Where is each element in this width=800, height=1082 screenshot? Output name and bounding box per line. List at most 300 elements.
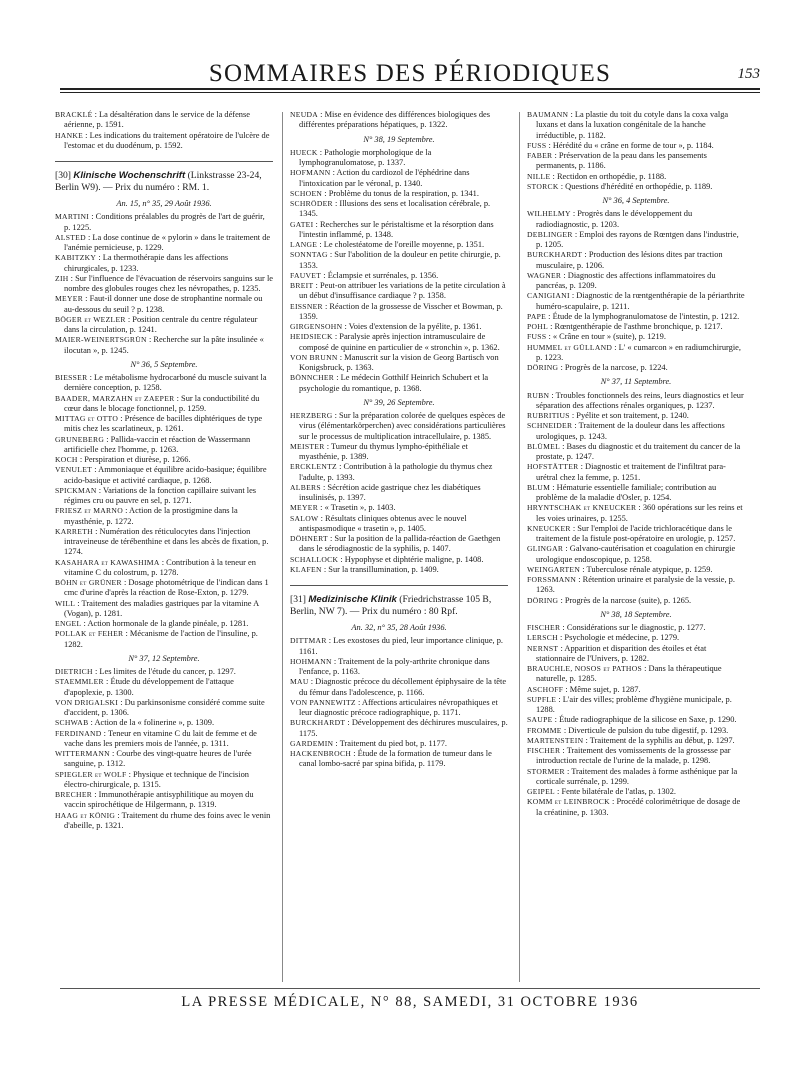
author-name: BRECHER	[55, 790, 93, 799]
reference-entry	[527, 182, 745, 192]
reference-text: : La dose continue de « pylorin » dans le traitement de l'anémie pernicieuse, p. 1229.	[64, 232, 271, 252]
reference-text: : Réaction de la grossesse de Visscher et Bowman, p. 1359.	[299, 301, 503, 321]
reference-entry	[290, 271, 508, 281]
reference-text: : Contribution à la pathologie du thymus chez l'adulte, p. 1393.	[299, 462, 493, 482]
reference-text: : Position centrale du centre régulateur dans la circulation, p. 1241.	[64, 314, 258, 334]
reference-text: : Action de la « folinerine », p. 1309.	[88, 718, 215, 728]
author-name: SALOW	[290, 513, 319, 523]
reference-text: : Hypophyse et diphtérie maligne, p. 1408.	[338, 554, 484, 564]
author-name: MITTAG et OTTO	[55, 414, 119, 423]
author-name: BIESSER	[55, 373, 88, 382]
reference-entry	[527, 209, 745, 230]
reference-entry	[290, 220, 508, 241]
author-name: BÖGER et WEZLER	[55, 314, 126, 324]
issue-heading: N° 37, 11 Septembre.	[600, 377, 672, 387]
reference-entry	[527, 271, 745, 292]
author-name: MARTENSTEIN	[527, 735, 584, 745]
author-name: GATEI	[290, 219, 314, 229]
reference-entry	[55, 455, 273, 465]
issue-heading: N° 36, 5 Septembre.	[130, 359, 198, 369]
reference-entry	[527, 695, 745, 716]
author-name: FAUVET	[290, 270, 322, 280]
reference-text: : Traitement de la syphilis au début, p. 1297.	[583, 735, 735, 745]
author-name: POLLAK et FEHER	[55, 629, 124, 639]
reference-entry	[290, 503, 508, 513]
author-name: HEIDSIECK	[290, 332, 333, 342]
reference-entry	[527, 110, 745, 141]
author-name: HERZBERG	[290, 411, 333, 420]
reference-entry	[527, 332, 745, 342]
reference-entry	[527, 596, 745, 606]
reference-entry	[527, 230, 745, 251]
column-2	[290, 110, 508, 770]
reference-entry	[55, 619, 273, 629]
reference-text: : Perspiration et diurèse, p. 1266.	[77, 455, 191, 464]
author-name: GRUNEBERG	[55, 434, 105, 444]
reference-entry	[55, 486, 273, 507]
author-name: GIRGENSOHN	[290, 322, 343, 331]
reference-entry	[290, 534, 508, 555]
reference-text: : « Crâne en tour » (suite), p. 1219.	[546, 332, 666, 342]
author-name: HANKE	[55, 130, 84, 140]
reference-text: : Traitement des vomissements de la grossesse par introduction rectale de l'urine de la malade, p. 1298.	[536, 746, 731, 766]
reference-entry	[527, 767, 745, 788]
author-name: HACKENBROCH	[290, 749, 352, 758]
issue-heading: N° 37, 12 Septembre.	[128, 653, 200, 663]
reference-text: : Le médecin Gotthilf Heinrich Schubert et la psychologie du romantique, p. 1368.	[299, 373, 489, 393]
reference-entry	[290, 250, 508, 271]
reference-text: : Diverticule de pulsion du tube digestif, p. 1293.	[561, 725, 729, 735]
journal-heading: [30] Klinische Wochenschrift (Linkstrasse 23-24, Berlin W9). — Prix du numéro : RM. 1.	[55, 161, 273, 193]
reference-entry	[527, 644, 745, 665]
reference-text: : L' « cumarcon » en radiumchirurgie, p. 1223.	[536, 342, 741, 362]
author-name: BRAUCHLE, NOSOS et PATHOS	[527, 664, 643, 673]
author-name: STORMER	[527, 766, 565, 776]
author-name: NEUDA	[290, 110, 319, 119]
author-name: SPICKMAN	[55, 485, 97, 495]
reference-entry	[55, 506, 273, 527]
author-name: HRYNTSCHAK et KNEUCKER	[527, 503, 637, 513]
reference-text: : Fente bilatérale de l'atlas, p. 1302.	[554, 787, 677, 796]
reference-text: : Développement des déchirures musculaires, p. 1175.	[299, 718, 508, 738]
reference-text: : Action de la prostigmine dans la myasthénie, p. 1272.	[64, 506, 238, 526]
reference-text: : Sur l'abolition de la douleur en petite chirurgie, p. 1353.	[299, 250, 501, 270]
reference-entry	[55, 770, 273, 791]
reference-entry	[55, 335, 273, 356]
author-name: DÖRING	[527, 595, 559, 605]
reference-entry	[290, 302, 508, 323]
author-name: KOMM et LEINBROCK	[527, 797, 610, 807]
reference-entry	[290, 749, 508, 770]
reference-text: : Sur l'influence de l'évacuation de réservoirs sanguins sur le nombre des globules rouges chez les névropathes, p. 1235.	[64, 273, 273, 293]
reference-entry	[527, 411, 745, 421]
reference-entry	[527, 312, 745, 322]
reference-text: : La désaltération dans le service de la défense aérienne, p. 1591.	[64, 110, 250, 130]
author-name: BLUM	[527, 482, 551, 492]
journal-heading: [31] Medizinische Klinik (Friedrichstrasse 105 B, Berlin, NW 7). — Prix du numéro : 80 Rpf.	[290, 585, 508, 617]
reference-text: : Étude de la formation de tumeur dans le canal lombo-sacré par spina bifida, p. 1179.	[299, 749, 492, 769]
author-name: FISCHER	[527, 746, 561, 755]
author-name: ASCHOFF	[527, 684, 564, 694]
reference-entry	[527, 343, 745, 364]
page-footer	[60, 994, 760, 1014]
reference-text: : Dosage photométrique de l'indican dans 1 cmc d'urine d'après la réaction de Rose-Exton, p. 1279.	[64, 578, 269, 598]
reference-text: : Sur la position de la pallida-réaction de Gaethgen dans le sérodiagnostic de la syphilis, p. 1407.	[299, 534, 501, 554]
reference-text: : Bases du diagnostic et du traitement du cancer de la prostate, p. 1247.	[536, 441, 741, 461]
reference-text: : Traitement de la poly-arthrite chronique dans l'enfance, p. 1163.	[299, 656, 490, 676]
journal-name: Medizinische Klinik	[308, 594, 397, 605]
page-title: SOMMAIRES DES PÉRIODIQUES	[208, 60, 612, 87]
footer-text: LA PRESSE MÉDICALE, N° 88, SAMEDI, 31 OCTOBRE 1936	[181, 994, 639, 1010]
reference-text: : Considérations sur le diagnostic, p. 1277.	[560, 623, 706, 632]
author-name: ENGEL	[55, 619, 82, 628]
reference-text: : Étude de la lymphogranulomatose de l'intestin, p. 1212.	[546, 311, 740, 321]
author-name: BRACKLÉ	[55, 110, 93, 119]
author-name: LERSCH	[527, 633, 558, 643]
issue-heading: N° 36, 4 Septembre.	[602, 196, 670, 205]
reference-entry	[527, 736, 745, 746]
author-name: NILLE	[527, 171, 551, 181]
reference-text: : Rectidon en orthopédie, p. 1188.	[550, 171, 667, 181]
reference-text: : Sécrétion acide gastrique chez les diabétiques insulinisés, p. 1397.	[299, 482, 481, 502]
author-name: BAADER, MARZAHN et ZAEPER	[55, 393, 175, 403]
author-name: FORSSMANN	[527, 575, 577, 584]
author-name: MAU	[290, 677, 309, 687]
reference-text: : Même sujet, p. 1287.	[563, 684, 641, 694]
author-name: HAAG et KÖNIG	[55, 810, 116, 820]
author-name: SCHOEN	[290, 188, 323, 198]
author-name: KASAHARA et KAWASHIMA	[55, 557, 160, 567]
author-name: HOFSTÄTTER	[527, 462, 579, 472]
reference-text: : Hématurie essentielle familiale; contribution au problème de la maladie d'Osler, p. 1254.	[536, 482, 717, 502]
reference-text: : Psychologie et médecine, p. 1279.	[557, 633, 680, 643]
reference-text: : Voies d'extension de la pyélite, p. 1361.	[342, 322, 482, 331]
reference-entry	[55, 373, 273, 394]
reference-text: : Progrès de la narcose (suite), p. 1265.	[558, 595, 692, 605]
author-name: MAIER-WEINERTSGRÜN	[55, 335, 147, 345]
reference-text: : Diagnostic précoce du décollement épiphysaire de la tête du fémur dans l'adolescence, p. 1166.	[299, 677, 507, 697]
reference-entry	[290, 353, 508, 374]
reference-text: : Étude radiographique de la silicose en Saxe, p. 1290.	[552, 715, 737, 725]
reference-entry	[527, 746, 745, 767]
reference-text: : Recherches sur le péristaltisme et la résorption dans l'intestin inflammé, p. 1348.	[299, 219, 494, 239]
reference-entry	[55, 315, 273, 336]
author-name: FUSS	[527, 140, 547, 150]
author-name: HUECK	[290, 147, 318, 157]
reference-entry	[290, 555, 508, 565]
reference-text: : Affections articulaires névropathiques et leur diagnostic précoce radiographique, p. 1171.	[299, 697, 498, 717]
reference-entry	[527, 151, 745, 172]
reference-entry	[290, 110, 508, 131]
reference-text: : Illusions des sens et localisation cérébrale, p. 1345.	[299, 199, 491, 219]
author-name: VON BRUNN	[290, 352, 338, 362]
author-name: BURCKHARDT	[290, 718, 346, 728]
reference-text: : La plastie du toit du cotyle dans la coxa valga luxans et dans la luxation congénitale de la hanche irréductible, p. 1182.	[536, 110, 729, 140]
header-rule-thin	[60, 92, 760, 93]
author-name: HUMMEL et GÜLLAND	[527, 342, 613, 352]
column-divider	[519, 112, 520, 982]
reference-entry	[290, 677, 508, 698]
author-name: DIETRICH	[55, 667, 93, 676]
reference-entry	[290, 199, 508, 220]
reference-text: : Production des lésions dites par traction musculaire, p. 1206.	[536, 250, 723, 270]
author-name: ALSTED	[55, 232, 86, 242]
reference-text: : Sur l'emploi de l'acide trichloracétique dans le traitement de la fistule post-opératoire en urologie, p. 1257.	[536, 523, 736, 543]
reference-text: : Variations de la fonction capillaire suivant les régimes cru ou pauvre en sel, p. 1271.	[64, 485, 257, 505]
reference-entry	[55, 274, 273, 295]
author-name: GLINGAR	[527, 544, 564, 554]
reference-entry	[527, 726, 745, 736]
author-name: SAUPE	[527, 715, 553, 725]
reference-entry	[527, 442, 745, 463]
reference-entry	[55, 811, 273, 832]
reference-text: : « Trasetin », p. 1403.	[318, 503, 396, 513]
reference-entry	[527, 421, 745, 442]
issue-heading: An. 15, n° 35, 29 Août 1936.	[116, 199, 212, 208]
author-name: KOCH	[55, 455, 78, 464]
column-1	[55, 110, 273, 831]
footer-rule	[60, 988, 760, 989]
reference-text: : Pallida-vaccin et réaction de Wassermann artificielle chez l'homme, p. 1263.	[64, 434, 251, 454]
reference-entry	[290, 462, 508, 483]
reference-entry	[527, 503, 745, 524]
reference-text: : Traitement du pied bot, p. 1177.	[333, 738, 448, 748]
author-name: GEIPEL	[527, 787, 555, 796]
reference-entry	[290, 483, 508, 504]
author-name: FUSS	[527, 332, 547, 342]
reference-text: : Le cholestéatome de l'oreille moyenne, p. 1351.	[317, 240, 485, 249]
reference-text: : Progrès de la narcose, p. 1224.	[558, 363, 668, 372]
reference-entry	[55, 131, 273, 152]
reference-text: : Éclampsie et surrénales, p. 1356.	[321, 270, 439, 280]
reference-entry	[55, 414, 273, 435]
reference-entry	[290, 240, 508, 250]
author-name: BÖHN et GRÜNER	[55, 578, 122, 587]
author-name: WITTERMANN	[55, 749, 110, 758]
column-divider	[282, 112, 283, 982]
reference-text: : Tuberculose rénale atypique, p. 1259.	[580, 564, 713, 574]
author-name: ZIH	[55, 273, 69, 283]
reference-entry	[527, 391, 745, 412]
reference-text: : Paralysie après injection intramusculaire de composé de quinine en particulier de « stronchin », p. 1362.	[299, 332, 500, 352]
reference-entry	[290, 322, 508, 332]
reference-text: : Du parkinsonisme considéré comme suite d'accident, p. 1306.	[64, 697, 265, 717]
reference-entry	[55, 698, 273, 719]
reference-text: : Sur la transillumination, p. 1409.	[321, 564, 439, 574]
reference-text: : Préservation de la peau dans les pansements permanents, p. 1186.	[536, 151, 707, 171]
reference-entry	[290, 148, 508, 169]
reference-text: : Sur la conductibilité du cœur dans le blocage fonctionnel, p. 1259.	[64, 393, 260, 413]
reference-entry	[55, 578, 273, 599]
reference-entry	[527, 565, 745, 575]
author-name: FERDINAND	[55, 728, 102, 738]
reference-entry	[290, 739, 508, 749]
author-name: VENULET	[55, 465, 93, 475]
reference-text: : Traitement de la douleur dans les affections urologiques, p. 1243.	[536, 421, 725, 441]
reference-entry	[527, 575, 745, 596]
issue-heading: N° 38, 18 Septembre.	[600, 609, 672, 619]
reference-text: : Teneur en vitamine C du lait de femme et de vache dans les premiers mois de l'année, p. 1311.	[64, 728, 257, 748]
reference-entry	[55, 212, 273, 233]
reference-entry	[55, 233, 273, 254]
reference-text: : Le métabolisme hydrocarboné du muscle suivant la dernière conception, p. 1258.	[64, 373, 267, 393]
reference-entry	[527, 322, 745, 332]
author-name: LANGE	[290, 240, 318, 249]
reference-entry	[55, 253, 273, 274]
reference-text: : 360 opérations sur les reins et les voies urinaires, p. 1255.	[536, 503, 743, 523]
author-name: VON PANNEWITZ	[290, 697, 356, 707]
author-name: DEBLINGER	[527, 229, 573, 239]
author-name: DITTMAR	[290, 636, 327, 646]
reference-text: : Diagnostic de la rœntgenthérapie de la périarthrite huméro-scapulaire, p. 1211.	[536, 291, 745, 311]
author-name: BREIT	[290, 281, 314, 290]
reference-text: : Conditions préalables du progrès de l'art de guérir, p. 1225.	[64, 212, 265, 232]
reference-entry	[527, 524, 745, 545]
reference-text: : Faut-il donner une dose de strophantine normale ou au-dessous du seuil ? p. 1238.	[64, 294, 263, 314]
reference-entry	[55, 790, 273, 811]
author-name: POHL	[527, 322, 549, 331]
reference-text: : Recherche sur la pâte insulinée « ilocutan », p. 1245.	[64, 335, 264, 355]
reference-entry	[55, 394, 273, 415]
reference-entry	[55, 629, 273, 650]
reference-text: : Traitement du rhume des foins avec le venin d'abeille, p. 1321.	[64, 810, 271, 830]
author-name: FROMME	[527, 725, 562, 735]
author-name: SCHALLOCK	[290, 554, 339, 564]
reference-entry	[527, 623, 745, 633]
reference-text: : Pyélite et son traitement, p. 1240.	[569, 411, 689, 420]
author-name: BLÜMEL	[527, 441, 561, 451]
page-number: 153	[737, 66, 760, 82]
reference-entry	[55, 435, 273, 456]
author-name: WEINGARTEN	[527, 564, 581, 574]
author-name: NERNST	[527, 643, 559, 653]
reference-entry	[527, 715, 745, 725]
reference-text: : Physique et technique de l'incision électro-chirurgicale, p. 1315.	[64, 769, 249, 789]
reference-entry	[290, 514, 508, 535]
reference-text: : Mécanisme de l'action de l'insuline, p. 1282.	[64, 629, 258, 649]
reference-text: : Pathologie morphologique de la lymphogranulomatose, p. 1337.	[299, 147, 432, 167]
author-name: KARRETH	[55, 526, 93, 536]
reference-text: : Galvano-cautérisation et coagulation en chirurgie urologique endoscopique, p. 1258.	[536, 544, 736, 564]
reference-entry	[55, 465, 273, 486]
reference-entry	[55, 294, 273, 315]
reference-entry	[290, 332, 508, 353]
reference-text: : Troubles fonctionnels des reins, leurs diagnostics et leur séparation des affections rénales organiques, p. 1237.	[536, 390, 744, 410]
reference-text: : Rétention urinaire et paralysie de la vessie, p. 1263.	[536, 575, 735, 595]
reference-entry	[290, 168, 508, 189]
author-name: BÖNNCHER	[290, 373, 335, 383]
author-name: FRIESZ et MARNO	[55, 506, 123, 516]
author-name: MEYER	[290, 503, 319, 513]
reference-entry	[55, 558, 273, 579]
reference-entry	[527, 483, 745, 504]
reference-entry	[55, 749, 273, 770]
reference-entry	[55, 667, 273, 677]
author-name: MARTINI	[55, 212, 90, 222]
reference-entry	[527, 685, 745, 695]
column-3	[527, 110, 745, 818]
author-name: WILL	[55, 598, 76, 608]
author-name: CANIGIANI	[527, 291, 570, 301]
reference-entry	[527, 462, 745, 483]
reference-text: : Problème du tonus de la respiration, p. 1341.	[322, 188, 479, 198]
author-name: SCHNEIDER	[527, 421, 573, 431]
author-name: BURCKHARDT	[527, 250, 583, 260]
journal-name: Klinische Wochenschrift	[73, 170, 186, 181]
author-name: KLAFEN	[290, 564, 322, 574]
reference-text: : Apparition et disparition des étoiles et état stationnaire de l'Univers, p. 1282.	[536, 643, 707, 663]
author-name: MEISTER	[290, 441, 325, 451]
reference-text: : La thermothérapie dans les affections chirurgicales, p. 1233.	[64, 253, 229, 273]
issue-heading: N° 38, 19 Septembre.	[363, 134, 435, 144]
reference-entry	[290, 411, 508, 442]
reference-text: : Numération des réticulocytes dans l'injection intraveineuse de térébenthine et dans les abcès de fixation, p. 1274.	[64, 526, 269, 557]
reference-text: : Présence de bacilles diphtériques de type mitis chez les scarlatineux, p. 1261.	[64, 414, 263, 434]
reference-entry	[290, 281, 508, 302]
reference-text: : Manuscrit sur la vision de Georg Bartisch von Konigsbruck, p. 1363.	[299, 352, 499, 372]
author-name: PAPE	[527, 311, 547, 321]
page-header	[60, 58, 760, 102]
reference-entry	[527, 141, 745, 151]
reference-text: : Progrès dans le développement du radiodiagnostic, p. 1203.	[536, 209, 693, 229]
reference-text: : Courbe des vingt-quatre heures de l'urée sanguine, p. 1312.	[64, 749, 252, 769]
reference-entry	[527, 250, 745, 271]
reference-text: : Résultats cliniques obtenus avec le nouvel antispasmodique « trasetin », p. 1405.	[299, 513, 467, 533]
reference-text: : L'air des villes; problème d'hygiène municipale, p. 1288.	[536, 694, 732, 714]
issue-heading: N° 39, 26 Septembre.	[363, 397, 435, 407]
reference-entry	[527, 633, 745, 643]
header-rule	[60, 88, 760, 90]
author-name: ERCKLENTZ	[290, 462, 337, 472]
reference-text: : Diagnostic des affections inflammatoires du pancréas, p. 1209.	[536, 270, 716, 290]
reference-entry	[55, 677, 273, 698]
author-name: KABITZKY	[55, 253, 97, 263]
author-name: EISSNER	[290, 301, 323, 311]
reference-entry	[527, 291, 745, 312]
author-name: WILHELMY	[527, 209, 571, 219]
reference-text: : Les indications du traitement opératoire de l'ulcère de l'estomac et du duodénum, p. 1592.	[64, 130, 270, 150]
author-name: SONNTAG	[290, 250, 328, 260]
reference-text: : Contribution à la teneur en vitamine C du colostrum, p. 1278.	[64, 557, 256, 577]
issue-heading: An. 32, n° 35, 28 Août 1936.	[351, 623, 447, 632]
reference-text: : Hérédité du « crâne en forme de tour », p. 1184.	[546, 140, 714, 150]
reference-entry	[527, 664, 745, 685]
author-name: BAUMANN	[527, 110, 569, 119]
reference-entry	[55, 110, 273, 131]
author-name: SCHWAB	[55, 718, 89, 728]
reference-entry	[527, 797, 745, 818]
reference-text: : Emploi des rayons de Rœntgen dans l'industrie, p. 1205.	[536, 229, 739, 249]
reference-entry	[527, 363, 745, 373]
reference-entry	[527, 787, 745, 797]
reference-entry	[290, 636, 508, 657]
reference-entry	[55, 729, 273, 750]
reference-text: : Les exostoses du pied, leur importance clinique, p. 1161.	[299, 636, 503, 656]
reference-text: : Traitement des malades à forme asthénique par la corticale surrénale, p. 1299.	[536, 766, 738, 786]
reference-entry	[290, 657, 508, 678]
author-name: STAEMMLER	[55, 677, 104, 687]
reference-text: : Procédé colorimétrique de dosage de la créatinine, p. 1303.	[536, 797, 741, 817]
author-name: KNEUCKER	[527, 523, 571, 533]
author-name: DÖHNERT	[290, 534, 328, 543]
author-name: FISCHER	[527, 623, 561, 632]
reference-entry	[290, 718, 508, 739]
reference-text: : Tumeur du thymus lympho-épithéliale et myasthénie, p. 1389.	[299, 441, 468, 461]
reference-entry	[527, 172, 745, 182]
author-name: STORCK	[527, 181, 559, 191]
author-name: VON DRIGALSKI	[55, 697, 119, 707]
reference-entry	[55, 718, 273, 728]
